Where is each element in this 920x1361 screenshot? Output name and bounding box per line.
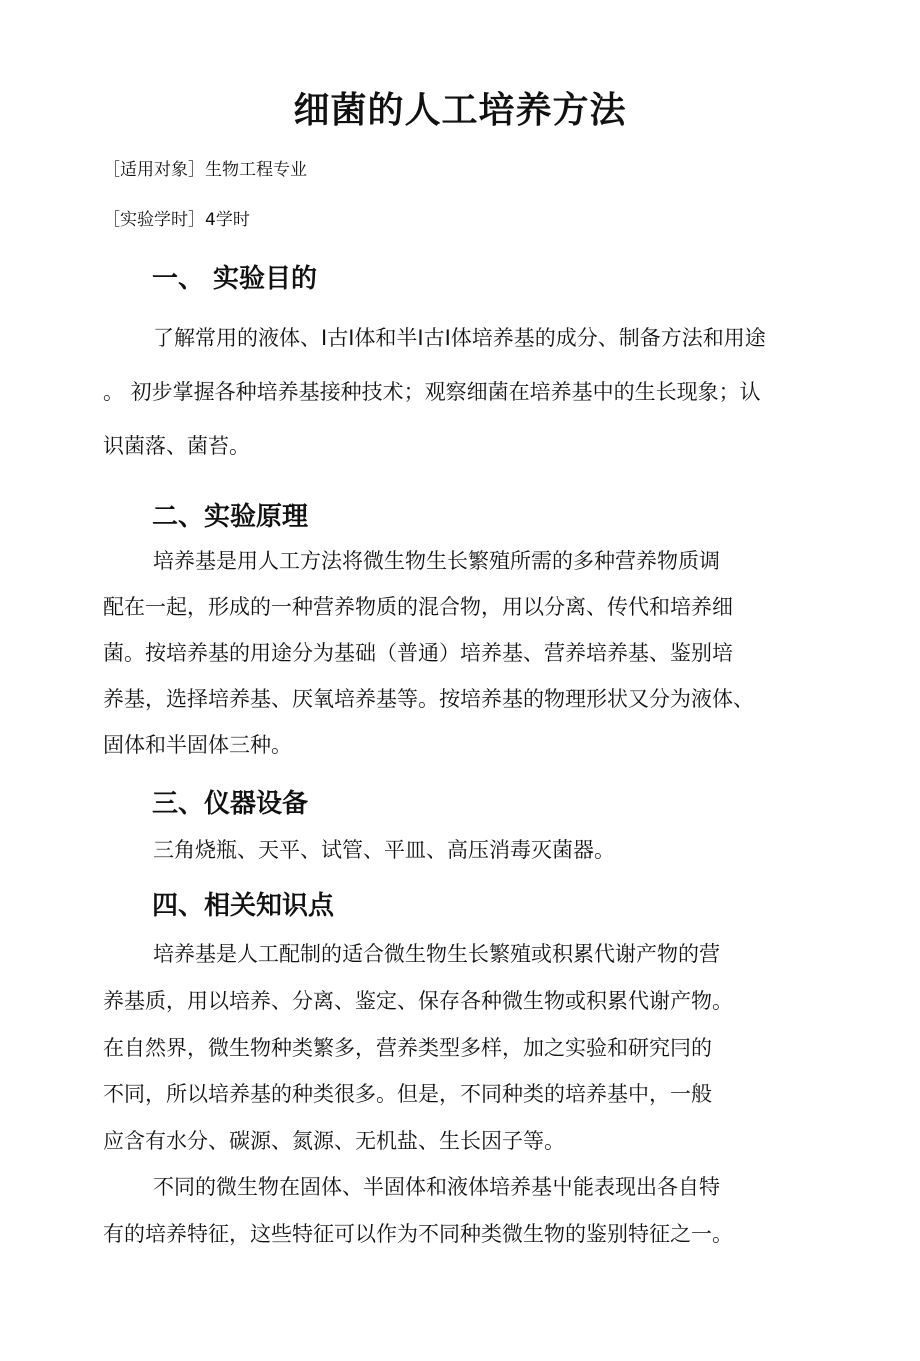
paragraph-line: 培养基是用人工方法将微生物生长繁殖所需的多种营养物质调 [153,549,720,573]
section-heading-principle: 二、实验原理 [152,502,309,532]
paragraph-line: 菌。按培养基的用途分为基础（普通）培养基、营养培养基、鉴别培 [103,641,733,665]
paragraph-line: 应含有水分、碳源、氮源、无机盐、生长因子等。 [103,1129,565,1153]
paragraph-line: 。 初步掌握各种培养基接种技术；观察细菌在培养基中的生长现象；认 [103,380,761,404]
paragraph-line: 养基质，用以培养、分离、鉴定、保存各种微生物或积累代谢产物。 [103,989,733,1013]
paragraph-line: 不同，所以培养基的种类很多。但是，不同种类的培养基中，一般 [103,1082,712,1106]
paragraph-line: 养基，选择培养基、厌氧培养基等。按培养基的物理形状又分为液体、 [103,687,754,711]
paragraph-line: 三角烧瓶、天平、试管、平皿、高压消毒灭菌器。 [153,838,615,862]
meta-target-audience: ［适用对象］生物工程专业 [103,160,307,180]
section-heading-equipment: 三、仪器设备 [152,789,309,819]
meta-lab-hours: ［实验学时］4学时 [103,210,250,230]
paragraph-line: 在自然界，微生物种类繁多，营养类型多样，加之实验和研究冃的 [103,1036,712,1060]
paragraph-line: 了解常用的液体、I古I体和半I古I体培养基的成分、制备方法和用途 [153,326,766,350]
paragraph-line: 识菌落、菌苔。 [103,434,250,458]
paragraph-line: 有的培养特征，这些特征可以作为不同种类微生物的鉴别特征之一。 [103,1222,733,1246]
document-title: 细菌的人工培养方法 [293,90,627,131]
paragraph-line: 固体和半固体三种。 [103,733,292,757]
section-heading-purpose: 一、 实验目的 [152,264,318,294]
paragraph-line: 培养基是人工配制的适合微生物生长繁殖或积累代谢产物的营 [153,942,720,966]
paragraph-line: 配在一起，形成的一种营养物质的混合物，用以分离、传代和培养细 [103,595,733,619]
section-heading-knowledge: 四、相关知识点 [152,891,335,921]
paragraph-line: 不同的微生物在固体、半固体和液体培养基屮能表现出各自特 [153,1175,720,1199]
